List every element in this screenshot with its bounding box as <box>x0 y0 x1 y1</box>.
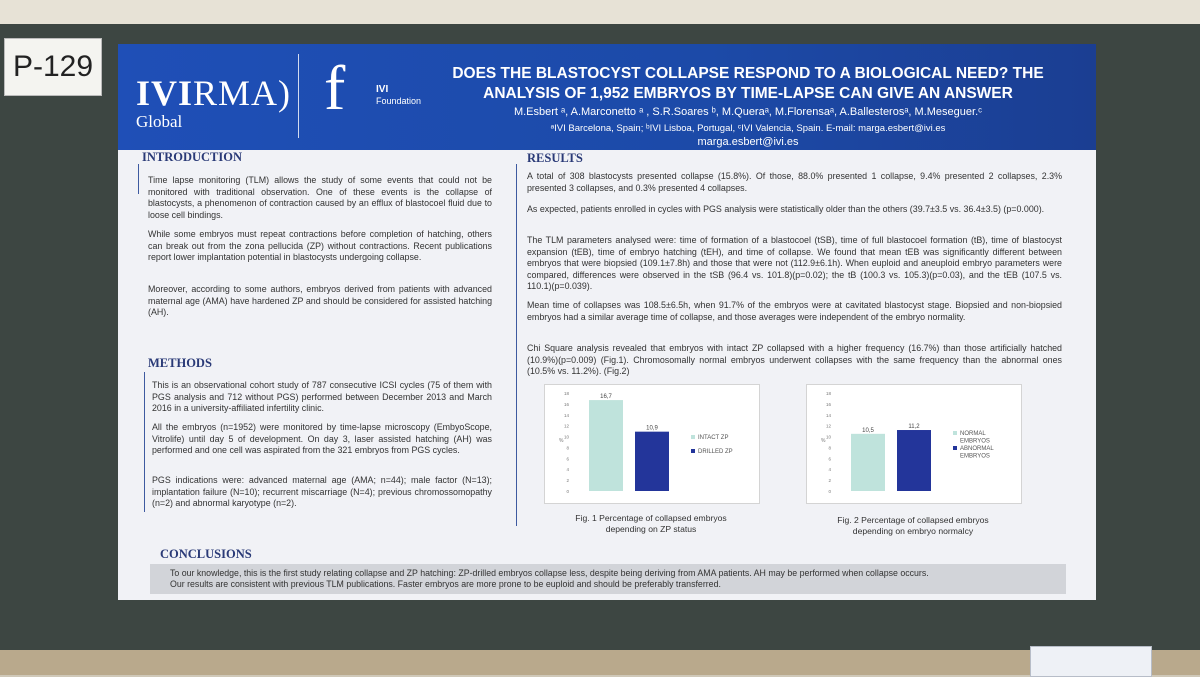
bar-value-label: 11,2 <box>908 424 920 431</box>
legend-swatch <box>953 446 957 450</box>
poster-number-tag: P-129 <box>4 38 102 96</box>
figure-1-chart <box>544 384 760 504</box>
poster-title-line2: ANALYSIS OF 1,952 EMBRYOS BY TIME-LAPSE CAN GIVE AN ANSWER <box>483 85 1013 102</box>
figure-2-caption-line1: Fig. 2 Percentage of collapsed embryos <box>837 515 989 525</box>
poster-title <box>418 64 1078 104</box>
legend-swatch <box>691 449 695 453</box>
bar-value-label: 10,5 <box>862 427 874 434</box>
y-tick-label: 12 <box>825 423 831 429</box>
authors: M.Esbert ᵃ, A.Marconetto ᵃ , S.R.Soares ᵇ, M.Queraᵃ, M.Florensaᵃ, A.Ballesterosᵃ, M.Meseguer.ᶜ <box>513 106 983 118</box>
logo-divider <box>298 54 299 138</box>
conclusions-heading: CONCLUSIONS <box>160 547 252 561</box>
y-tick-label: 12 <box>563 423 569 429</box>
y-tick-label: 6 <box>566 456 569 462</box>
results-paragraph-5: Chi Square analysis revealed that embryos with intact ZP collapsed with a higher frequency (16.7%) than those artificially hatched (10.9%)(p=0.009) (Fig.1). Chromosomally normal embryos underwent collapses with the same frequency than the abnormal ones (10.5% vs. 11.2%). (Fig.2) <box>527 343 1062 377</box>
intro-accent-line <box>138 164 139 194</box>
conclusions-line-1: To our knowledge, this is the first study relating collapse and ZP hatching: ZP-drilled embryos collapse less, despite being deriving from AMA patients. AH may be performed when collapse occurs. <box>170 568 929 578</box>
figure-2-svg <box>807 385 1021 503</box>
bar-2 <box>635 432 669 491</box>
ivirma-logo: IVIRMA) <box>136 73 292 113</box>
intro-paragraph-2: While some embryos must repeat contractions before completion of hatching, others can break out from the zona pellucida (ZP) without contractions. Recent publications report lower implantation potential in blastocysts undergoing collapse. <box>148 229 492 263</box>
legend-label: NORMAL <box>960 431 986 437</box>
bar-value-label: 10,9 <box>646 425 658 432</box>
introduction-heading: INTRODUCTION <box>142 150 243 164</box>
intro-paragraph-3: Moreover, according to some authors, embryos derived from patients with advanced maternal age (AMA) have hardened ZP and should be considered for assisted hatching (AH). <box>148 284 492 318</box>
paper-card <box>1030 646 1152 677</box>
legend-label: DRILLED ZP <box>698 449 733 455</box>
bar-1 <box>851 434 885 491</box>
y-tick-label: 18 <box>563 391 569 396</box>
results-paragraph-3: The TLM parameters analysed were: time of formation of a blastocoel (tSB), time of full blastocoel formation (tB), time of blastocyst expansion (tEB), time of embryo hatching (tEH), and time of collapse. We found that mean tEB was significantly different between embryos that were biopsied (109.1±7.8h) and those that were not (112.9±6.1h). When euploid and aneuploid embryo parameters were compared, differences were observed in the tSB (96.4 vs. 101.8)(p=0.02); the tB (100.3 vs. 105.3)(p=0.03), and the tEB (107.5 vs. 110.1)(p=0.039). <box>527 235 1062 292</box>
y-tick-label: 16 <box>563 401 569 407</box>
figure-1-caption-line1: Fig. 1 Percentage of collapsed embryos <box>575 513 727 523</box>
legend-label: ABNORMAL <box>960 446 994 452</box>
methods-heading: METHODS <box>148 356 212 370</box>
bar-2 <box>897 430 931 491</box>
results-heading: RESULTS <box>527 151 583 165</box>
bar-1 <box>589 400 623 491</box>
y-tick-label: 0 <box>566 489 569 494</box>
ivi-foundation-logo-mark: f <box>324 52 346 123</box>
results-paragraph-1: A total of 308 blastocysts presented collapse (15.8%). Of those, 88.0% presented 1 collapse, 9.4% presented 2 collapses, 2.3% presented 3 collapses, and 0.3% presented 4 collapses. <box>527 171 1062 193</box>
legend-label: INTACT ZP <box>698 435 729 441</box>
results-accent-line <box>516 164 517 526</box>
contact-email: marga.esbert@ivi.es <box>697 136 799 148</box>
methods-accent-line <box>144 372 145 512</box>
y-tick-label: 2 <box>566 478 569 484</box>
y-tick-label: 4 <box>566 467 569 473</box>
results-paragraph-2: As expected, patients enrolled in cycles with PGS analysis were statistically older than the others (39.7±3.5 vs. 36.4±3.5) (p=0.000). <box>527 204 1045 214</box>
poster-title-line1: DOES THE BLASTOCYST COLLAPSE RESPOND TO A BIOLOGICAL NEED? THE <box>452 65 1044 82</box>
figure-2-chart <box>806 384 1022 504</box>
y-axis-label: % <box>559 438 564 444</box>
conclusions-text <box>170 568 1060 590</box>
y-tick-label: 8 <box>566 445 569 451</box>
poster-header-banner <box>118 44 1096 150</box>
legend-label: EMBRYOS <box>960 453 990 460</box>
conclusions-box <box>150 564 1066 594</box>
y-tick-label: 14 <box>563 412 569 418</box>
methods-paragraph-1: This is an observational cohort study of 787 consecutive ICSI cycles (75 of them with PGS analysis and 712 without PGS) performed between December 2013 and March 2016 in a university-affiliated infertility clinic. <box>152 380 492 414</box>
y-tick-label: 0 <box>828 489 831 494</box>
y-tick-label: 4 <box>828 467 831 473</box>
floor <box>0 650 1200 675</box>
ivirma-global-text: Global <box>136 112 183 131</box>
foundation-ivi-text: IVI <box>376 84 389 95</box>
legend-swatch <box>953 431 957 435</box>
methods-paragraph-2: All the embryos (n=1952) were monitored by time-lapse microscopy (EmbyoScope, Vitrolife) until day 5 of development. On day 3, laser assisted hatching (AH) was performed and one cell was aspirated from the 321 embryos from PGS cycles. <box>152 422 492 456</box>
y-tick-label: 6 <box>828 456 831 462</box>
figure-2-caption <box>806 515 1020 537</box>
conclusions-line-2: Our results are consistent with previous TLM publications. Faster embryos are more prone to be euploid and should be preferably transferred. <box>170 579 721 589</box>
results-paragraph-4: Mean time of collapses was 108.5±6.5h, when 91.7% of the embryos were at cavitated blastocyst stage. Biopsied and non-biopsied embryos had a similar average time of collapse, and those averages were independent of the embryo normality. <box>527 300 1062 322</box>
affiliations: ᵃIVI Barcelona, Spain; ᵇIVI Lisboa, Portugal, ᶜIVI Valencia, Spain. E-mail: marga.esbert@ivi.es <box>550 123 946 134</box>
y-axis-label: % <box>821 438 826 444</box>
y-tick-label: 10 <box>563 434 569 440</box>
figure-1-caption <box>544 513 758 535</box>
scientific-poster <box>118 44 1096 600</box>
wall-background <box>0 0 1200 24</box>
legend-label: EMBRYOS <box>960 438 990 445</box>
legend-swatch <box>691 435 695 439</box>
intro-paragraph-1: Time lapse monitoring (TLM) allows the study of some events that could not be monitored with traditional observation. One of these events is the collapse of blastocysts, a phenomenon of contraction caused by an efflux of blastocoel fluid due to loose cell bindings. <box>148 175 492 220</box>
bar-value-label: 16,7 <box>600 394 612 401</box>
y-tick-label: 10 <box>825 434 831 440</box>
y-tick-label: 18 <box>825 391 831 396</box>
figure-2-caption-line2: depending on embryo normalcy <box>852 526 974 536</box>
methods-paragraph-3: PGS indications were: advanced maternal age (AMA; n=44); male factor (N=13); implantation failure (N=10); recurrent miscarriage (N=4); previous chromossomopathy (n=2) and abnormal karyotype (n=2). <box>152 475 492 509</box>
foundation-label: Foundation <box>376 96 422 106</box>
y-tick-label: 2 <box>828 478 831 484</box>
figure-1-caption-line2: depending on ZP status <box>605 524 697 534</box>
figure-1-svg <box>545 385 759 503</box>
y-tick-label: 8 <box>828 445 831 451</box>
y-tick-label: 16 <box>825 401 831 407</box>
y-tick-label: 14 <box>825 412 831 418</box>
